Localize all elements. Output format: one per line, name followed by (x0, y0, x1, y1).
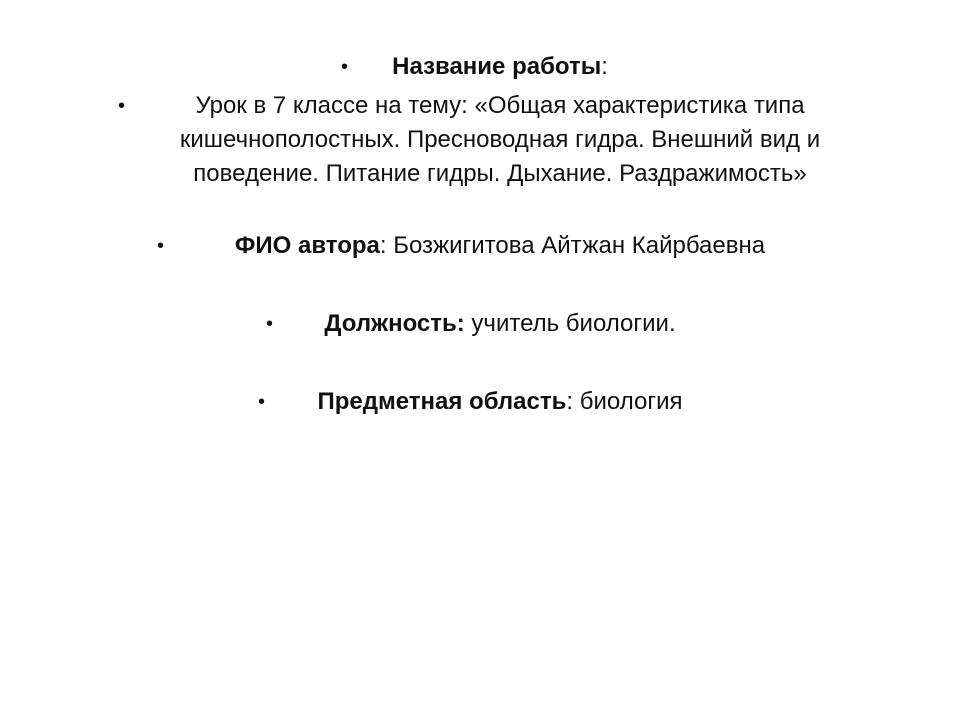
bullet-marker: • (266, 313, 274, 335)
position-label: Должность: (324, 310, 465, 337)
lesson-topic-item (140, 89, 860, 191)
bullet-marker: • (157, 235, 165, 257)
position-item (120, 307, 880, 341)
subject-area-value: : биология (566, 388, 683, 415)
position-value: учитель биологии. (464, 310, 676, 337)
author-name: : Бозжигитова Айтжан Кайрбаевна (379, 232, 766, 259)
author-label: ФИО автора (234, 232, 380, 259)
work-title-label: Название работы (392, 53, 602, 80)
work-title-item (120, 50, 880, 84)
bullet-marker: • (118, 95, 126, 117)
subject-area-label: Предметная область (317, 388, 567, 415)
work-title-colon: : (601, 53, 608, 80)
bullet-marker: • (341, 56, 349, 78)
subject-area-item (120, 385, 880, 419)
bullet-marker: • (258, 391, 266, 413)
author-item (120, 229, 880, 263)
lesson-topic-text: Урок в 7 классе на тему: «Общая характеристика типа кишечнополостных. Пресноводная гидра. Внешний вид и поведение. Питание гидры. Дыхание. Раздражимость» (179, 92, 821, 187)
